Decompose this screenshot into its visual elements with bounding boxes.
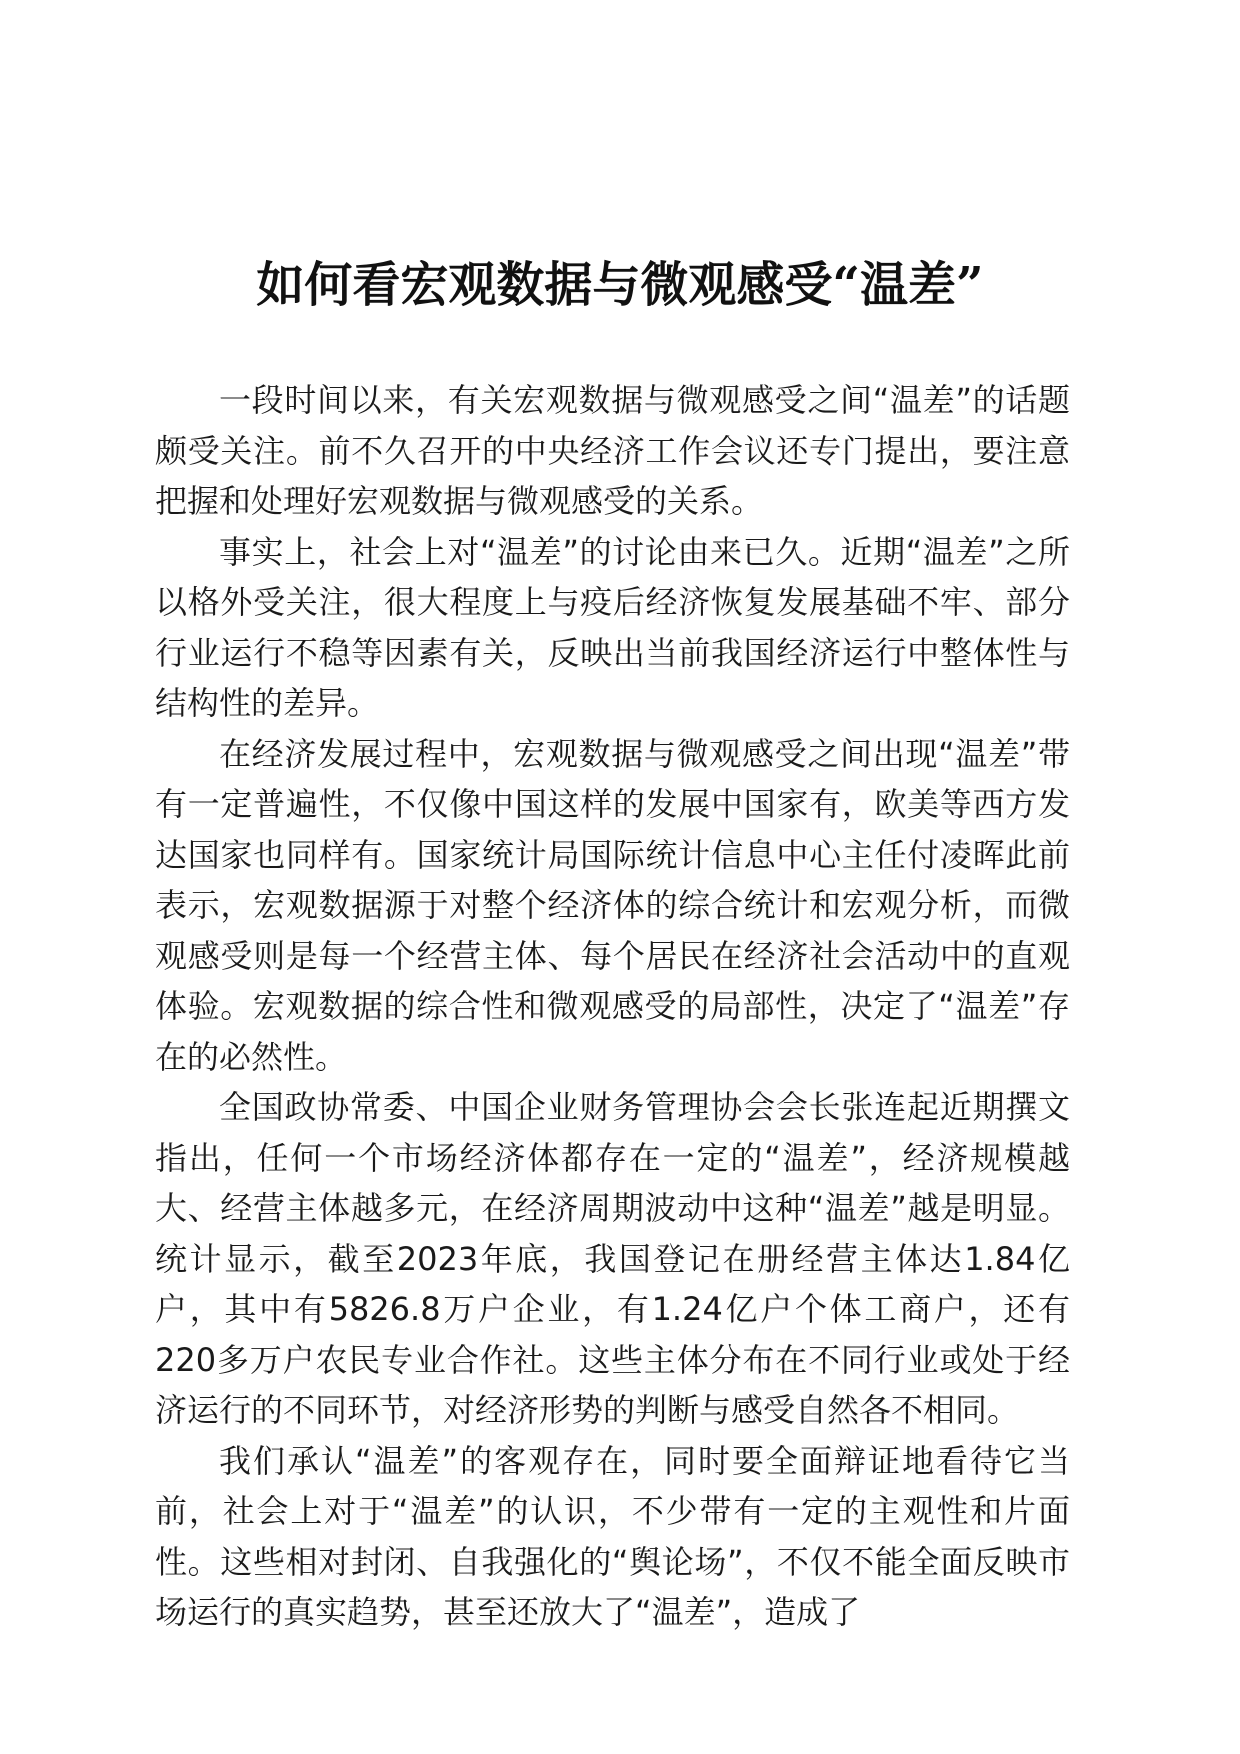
paragraph: 事实上，社会上对“温差”的讨论由来已久。近期“温差”之所以格外受关注，很大程度上与疫后经济恢复发展基础不牢、部分行业运行不稳等因素有关，反映出当前我国经济运行中整体性与结构性的差异。 [155, 532, 1070, 722]
paragraph: 在经济发展过程中，宏观数据与微观感受之间出现“温差”带有一定普遍性，不仅像中国这样的发展中国家有，欧美等西方发达国家也同样有。国家统计局国际统计信息中心主任付凌晖此前表示，宏观数据源于对整个经济体的综合统计和宏观分析，而微观感受则是每一个经营主体、每个居民在经济社会活动中的直观体验。宏观数据的综合性和微观感受的局部性，决定了“温差”存在的必然性。 [155, 734, 1070, 1076]
document-title: 如何看宏观数据与微观感受“温差” [256, 257, 984, 313]
paragraph: 一段时间以来，有关宏观数据与微观感受之间“温差”的话题颇受关注。前不久召开的中央经济工作会议还专门提出，要注意把握和处理好宏观数据与微观感受的关系。 [155, 381, 1070, 520]
document-body [155, 375, 1070, 1638]
paragraph: 全国政协常委、中国企业财务管理协会会长张连起近期撰文指出，任何一个市场经济体都存在一定的“温差”，经济规模越大、经营主体越多元，在经济周期波动中这种“温差”越是明显。统计显示，截至2023年底，我国登记在册经营主体达1.84亿户，其中有5826.8万户企业，有1.24亿户个体工商户，还有220多万户农民专业合作社。这些主体分布在不同行业或处于经济运行的不同环节，对经济形势的判断与感受自然各不相同。 [155, 1088, 1070, 1429]
paragraph: 我们承认“温差”的客观存在，同时要全面辩证地看待它当前，社会上对于“温差”的认识，不少带有一定的主观性和片面性。这些相对封闭、自我强化的“舆论场”，不仅不能全面反映市场运行的真实趋势，甚至还放大了“温差”，造成了 [155, 1441, 1070, 1631]
